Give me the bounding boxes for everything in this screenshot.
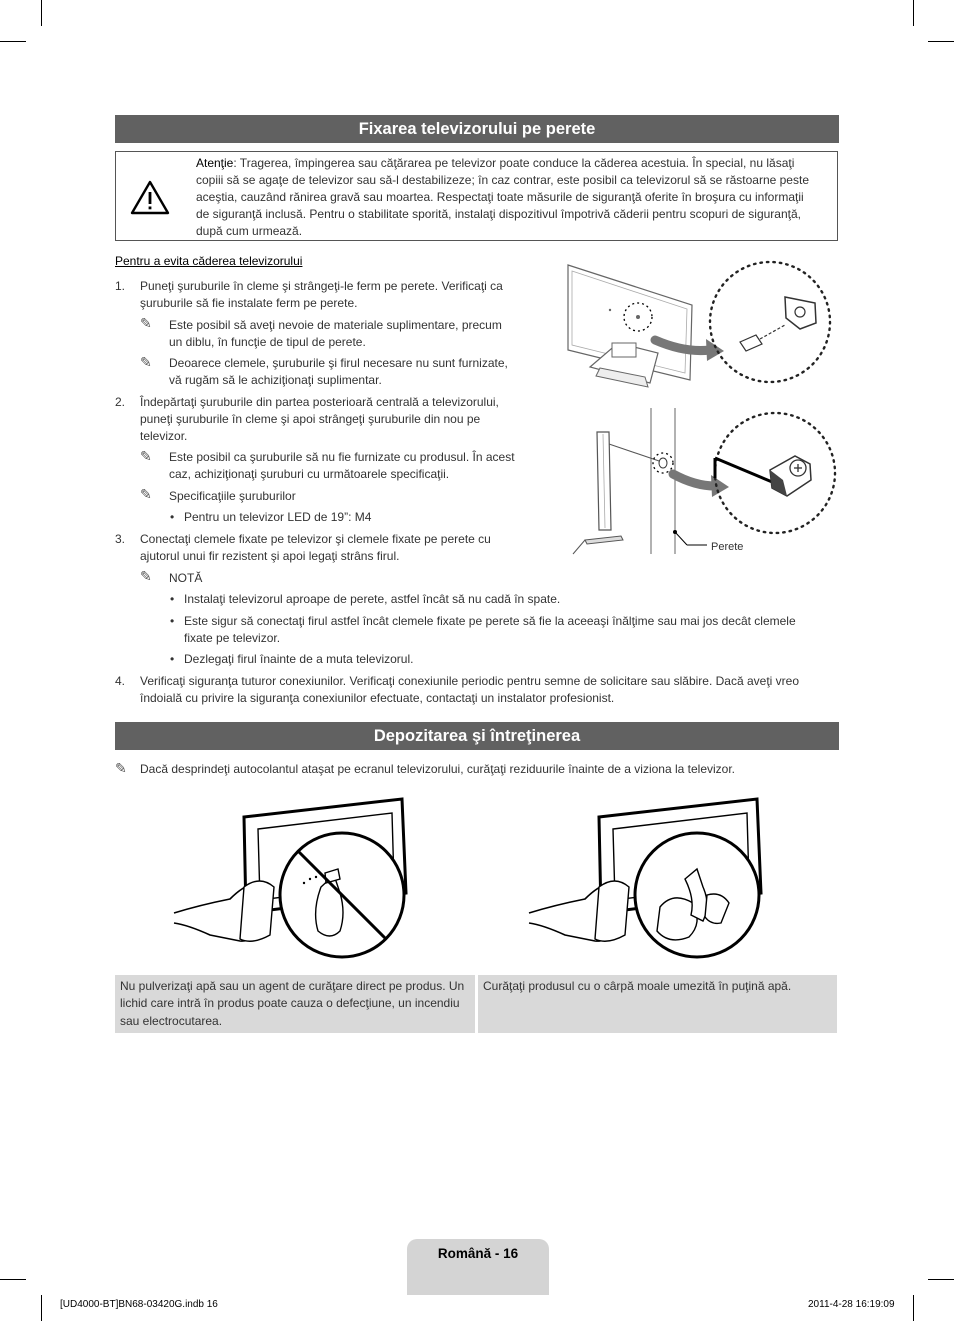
step-3-text: Conectaţi clemele fixate pe televizor şi clemele fixate pe perete cu ajutorul unui fir rezistent şi apoi legaţi strâns firul.	[140, 532, 491, 564]
warning-body: : Tragerea, împingerea sau căţărarea pe televizor poate conduce la căderea acestuia. În special, nu lăsaţi copiii să se agaţe de televizor sau să-l destabilizeze; în caz contrar, este posibil ca televizorul să se răstoarne peste aceştia, cauzând rănirea gravă sau moartea. Respectaţi toate măsurile de siguranţă oferite în broşura cu informaţii de siguranţă inclusă. Pentru o stabilitate sporită, instalaţi dispozitivul împotrivă căderii pentru scopuri de siguranţă, după cum urmează.	[196, 156, 809, 239]
tv-side-clip-diagram	[565, 408, 855, 558]
step-4-text: Verificaţi siguranţa tuturor conexiunilor. Verificaţi conexiunile periodic pentru semne de solicitare sau slăbire. Dacă aveţi vreo îndoială cu privire la siguranţa conexiunilor efectuate, contactaţi un instalator profesionist.	[140, 674, 800, 706]
note-pencil-icon: ✎	[140, 315, 152, 331]
note-pencil-icon: ✎	[140, 486, 152, 502]
crop-mark	[0, 41, 26, 42]
step-3-bullet-2: Este sigur să conectaţi firul astfel încât clemele fixate pe perete să fie la aceeaşi înălţime sau mai jos decât clemele fixate pe televizor.	[184, 614, 796, 646]
step-1-note-1: Este posibil să aveţi nevoie de materiale suplimentare, precum un diblu, în funcţie de tipul de perete.	[169, 318, 502, 350]
step-number: 1.	[115, 279, 126, 293]
tv-front-screw-diagram	[560, 255, 850, 395]
crop-mark	[913, 1295, 914, 1321]
spray-prohibited-illustration	[170, 795, 410, 955]
warning-text	[196, 155, 820, 240]
bullet: •	[170, 510, 175, 524]
note-pencil-icon: ✎	[140, 354, 152, 370]
section-title-storage: Depozitarea şi întreţinerea	[115, 722, 839, 750]
crop-mark	[913, 0, 914, 26]
crop-mark	[41, 0, 42, 26]
subheading: Pentru a evita căderea televizorului	[115, 254, 303, 268]
step-number: 3.	[115, 532, 126, 546]
page-number: Română - 16	[437, 1246, 519, 1261]
bullet: •	[170, 614, 175, 628]
bullet: •	[170, 652, 175, 666]
section-title-wall-mount: Fixarea televizorului pe perete	[115, 115, 839, 143]
caption-cloth-cleaning: Curăţaţi produsul cu o cârpă moale umezită în puţină apă.	[478, 975, 837, 1033]
step-2-note-2: Specificaţiile şuruburilor	[169, 489, 296, 503]
note-pencil-icon: ✎	[115, 760, 127, 776]
file-info: [UD4000-BT]BN68-03420G.indb 16	[60, 1299, 218, 1310]
warning-box	[115, 151, 838, 241]
storage-note: Dacă desprindeţi autocolantul ataşat pe ecranul televizorului, curăţaţi reziduurile înainte de a viziona la televizor.	[140, 762, 736, 776]
note-pencil-icon: ✎	[140, 448, 152, 464]
damp-cloth-illustration	[525, 795, 765, 955]
wall-label: Perete	[711, 541, 744, 553]
warning-label: Atenţie	[196, 156, 234, 170]
step-2-bullet: Pentru un televizor LED de 19”: M4	[184, 510, 372, 524]
crop-mark	[928, 41, 954, 42]
crop-mark	[0, 1279, 26, 1280]
step-1-text: Puneţi şuruburile în cleme şi strângeţi-le ferm pe perete. Verificaţi ca şuruburile să fie instalate ferm pe perete.	[140, 279, 503, 311]
step-3-bullet-1: Instalaţi televizorul aproape de perete, astfel încât să nu cadă în spate.	[184, 592, 561, 606]
bullet: •	[170, 592, 175, 606]
step-2-text: Îndepărtaţi şuruburile din partea posterioară centrală a televizorului, puneţi şuruburile în cleme şi apoi strângeţi şuruburile din nou pe televizor.	[140, 395, 499, 444]
note-pencil-icon: ✎	[140, 568, 152, 584]
print-timestamp: 2011-4-28 16:19:09	[808, 1299, 895, 1310]
step-number: 2.	[115, 395, 126, 409]
crop-mark	[41, 1295, 42, 1321]
step-1-note-2: Deoarece clemele, şuruburile şi firul necesare nu sunt furnizate, vă rugăm să le achiziţionaţi suplimentar.	[169, 356, 508, 388]
step-3-bullet-3: Dezlegaţi firul înainte de a muta televizorul.	[184, 652, 414, 666]
warning-icon	[130, 180, 170, 216]
caption-spray-warning: Nu pulverizaţi apă sau un agent de curăţare direct pe produs. Un lichid care intră în produs poate cauza o defecţiune, un incendiu sau electrocutarea.	[115, 975, 475, 1033]
step-number: 4.	[115, 674, 126, 688]
step-2-note-1: Este posibil ca şuruburile să nu fie furnizate cu produsul. În acest caz, achiziţionaţi şuruburi cu următoarele specificaţii.	[169, 450, 515, 482]
step-3-note-label: NOTĂ	[169, 571, 203, 585]
crop-mark	[928, 1279, 954, 1280]
